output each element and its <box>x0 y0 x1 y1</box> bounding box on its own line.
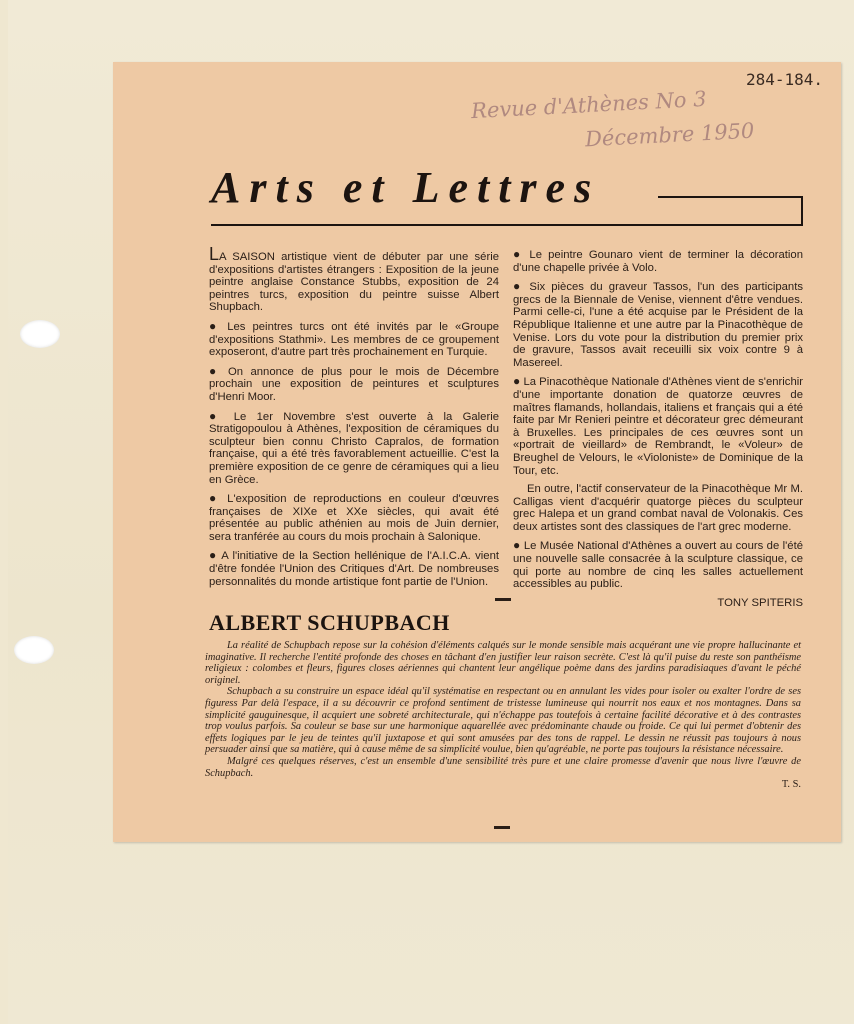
news-item-text: L'exposition de reproductions en couleur d'œuvres françaises de XIXe et XXe siècles, qui avait été présentée au public athénien au mois de Juin dernier, sera tranférée au cours du mois prochain à Salonique. <box>209 493 499 543</box>
handwritten-source: Revue d'Athènes No 3 <box>470 86 708 124</box>
handwritten-date: Décembre 1950 <box>584 118 755 152</box>
news-item-text: On annonce de plus pour le mois de Décembre prochain une exposition de peintures et sculptures d'Henri Moor. <box>209 365 500 403</box>
bullet: ● <box>513 374 521 389</box>
news-item <box>209 244 499 314</box>
punch-hole-bottom <box>14 636 54 664</box>
punch-hole-top <box>20 320 60 348</box>
bullet: ● <box>209 491 221 506</box>
column-signature: TONY SPITERIS <box>717 596 803 609</box>
news-item-text: Le peintre Gounaro vient de terminer la décoration d'une chapelle privée à Volo. <box>513 249 803 274</box>
bullet: ● <box>209 318 221 333</box>
news-item-text: Le 1er Novembre s'est ouverte à la Galerie Stratigopoulou à Athènes, l'exposition de céramiques du sculpteur bien connu Christo Capralos, de formation française, qui a été très favorablement actueillie. C'est la première exposition de ce genre de céramiques qui a lieu en Grèce. <box>209 410 500 486</box>
news-item <box>513 539 803 590</box>
review-body <box>205 640 801 791</box>
bullet: ● <box>209 363 221 378</box>
review-initials: T. S. <box>781 779 801 791</box>
news-item <box>209 320 499 359</box>
reference-number: 284-184. <box>745 70 823 89</box>
section-divider <box>495 598 511 601</box>
bullet: ● <box>513 538 521 553</box>
news-item-text: La Pinacothèque Nationale d'Athènes vient de s'enrichir d'une importante donation de quatorze œuvres de maîtres flamands, hollandais, italiens et français qui a été faite par Mr Renieri peintre et décorateur grec démeurant à Bruxelles. Les principales de ces œuvres sont un «portrait de vieillard» de Rembrandt, le «Voleur» de Breughel de Velours, le «Violoniste» de Dominique de la Tour, etc. <box>513 376 804 477</box>
news-item-text: A l'initiative de la Section hellénique de l'A.I.C.A. vient d'être fondée l'Union des Critiques d'Art. De nombreuses personnalités du monde artistique font partie de l'Union. <box>209 550 499 588</box>
title-rule-right <box>658 196 803 198</box>
news-column-right <box>513 248 803 609</box>
news-item-text: En outre, l'actif conservateur de la Pinacothèque Mr M. Calligas vient d'acquérir quatorge pièces du sculpteur grec Halepa et un grand combat naval de Volonakis. Ces deux artistes sont des classiques de l'art grec moderne. <box>513 483 803 533</box>
news-column-left <box>209 244 500 594</box>
bullet: ● <box>513 279 524 294</box>
news-item-text: Le Musée National d'Athènes a ouvert au cours de l'été une nouvelle salle consacrée à la sculpture classique, ce qui porte au nombre de cinq les salles actuellement accessibles au public. <box>513 540 803 591</box>
review-paragraph: Malgré ces quelques réserves, c'est un ensemble d'une sensibilité très pure et une claire promesse d'avenir que nous livre l'œuvre de Schupbach. <box>205 755 801 779</box>
news-item <box>513 483 803 533</box>
newspaper-clipping <box>113 62 841 842</box>
news-item <box>513 280 803 369</box>
news-item <box>513 375 803 477</box>
title-rule-drop <box>801 196 803 226</box>
bottom-divider <box>494 826 510 829</box>
section-title: Arts et Lettres <box>211 163 601 212</box>
drop-cap: L <box>209 244 220 264</box>
news-item <box>209 365 499 404</box>
review-paragraph: La réalité de Schupbach repose sur la cohésion d'éléments calqués sur le monde sensible mais acquérant une vie propre hallucinante et imaginative. Il recherche l'entité profonde des choses en tâchant d'en justifier leur raison secrète. C'est là qu'il puise du reste son panthéisme religieux : colombes et fleurs, figures closes aériennes qui chantent leur angélique poème dans des jardins paradisiaques d'avant le péché originel. <box>205 640 801 686</box>
bullet: ● <box>513 247 524 261</box>
news-item <box>513 248 803 274</box>
bullet: ● <box>209 548 218 563</box>
news-item <box>209 410 499 487</box>
review-title: ALBERT SCHUPBACH <box>209 610 450 635</box>
news-item-text: Six pièces du graveur Tassos, l'un des participants grecs de la Biennale de Venise, viennent d'être vendues. Parmi celle-ci, l'une a été acquise par le Président de la République Italienne et une autre par la Pinacothèque de Venise. Lors du vote pour la distribution du premier prix de gravure, Tassos avait receuilli six voix contre 9 à Masereel. <box>513 281 804 369</box>
bullet: ● <box>209 408 224 423</box>
news-item-text: A SAISON artistique vient de débuter par une série d'expositions d'artistes étrangers : Exposition de la jeune peintre anglaise Constance Stubbs, exposition de 24 peintres turcs, exposition du peintre suisse Albert Shupbach. <box>209 251 499 314</box>
title-underline <box>211 224 803 226</box>
news-item-text: Les peintres turcs ont été invités par le «Groupe d'expositions Stathmi». Les membres de ce groupement exposeront, d'autre part très prochainement en Turquie. <box>209 320 500 359</box>
news-item <box>209 549 499 588</box>
review-paragraph: Schupbach a su construire un espace idéal qu'il systématise en respectant ou en annulant les vides pour isoler ou exalter l'ordre de ses figuress Par delà l'espace, il a su découvrir ce profond sentiment de tristesse lumineuse qui nourrit nos eaux et nos montagnes. Dans sa simplicité gauguinesque, il acquiert une sobreté architecturale, qui n'échappe pas toutefois à certaine facilité décorative et à des contrastes trop voulus parfois. Sa couleur se base sur une harmonique aquarellée avec prédominante chaude ou froide. Ce qui lui permet d'obtenir des effets logiques par le jeu de teintes qu'il juxtapose et qui sont amusées par des tons de rappel. Le dessin ne réussit pas toujours à nous persuader ainsi que sa matière, qui à cause même de sa simplicité voulue, bien qu'agréable, ne porte pas toujours la résistance nécessaire. <box>205 686 801 756</box>
news-item <box>209 492 499 543</box>
